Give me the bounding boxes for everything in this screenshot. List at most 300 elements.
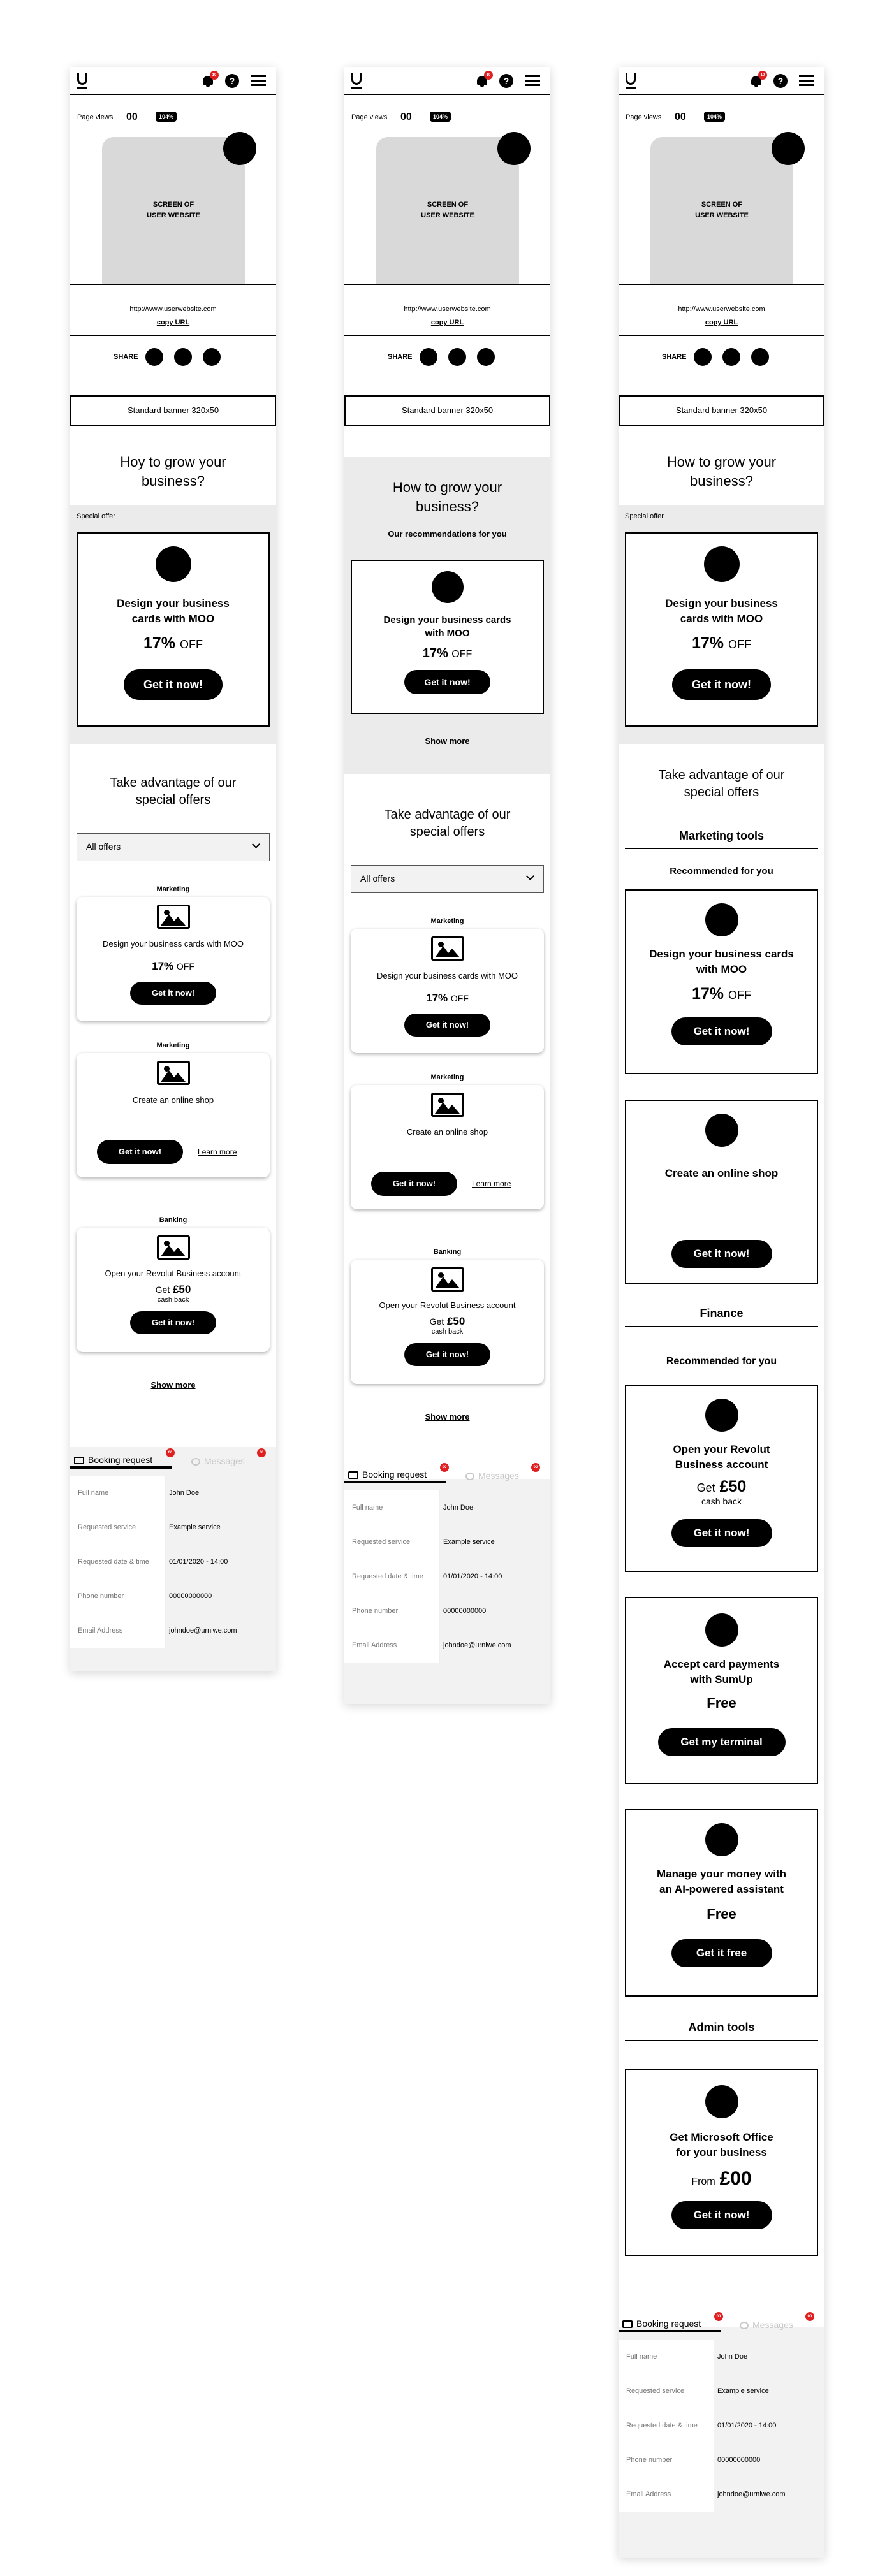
active-tab-indicator [619, 2330, 721, 2332]
booking-value: 01/01/2020 - 14:00 [440, 1559, 550, 1594]
offer-title [78, 596, 268, 627]
booking-key: Email Address [344, 1628, 440, 1663]
finance-heading: Finance [700, 1307, 744, 1320]
get-it-now-button[interactable]: Get it now! [671, 1017, 772, 1045]
tab-messages-label: Messages [478, 1471, 519, 1481]
offer-title-line-2: with SumUp [690, 1673, 753, 1685]
offer-note: cash back [701, 1495, 742, 1506]
copy-url-link[interactable]: copy URL [430, 319, 464, 326]
tab-badge: 00 [166, 1448, 175, 1457]
booking-details [619, 2340, 824, 2512]
get-it-now-button[interactable]: Get it now! [404, 1343, 490, 1366]
copy-url-link[interactable]: copy URL [705, 319, 738, 326]
divider [625, 848, 818, 849]
grow-line-1: How to grow your [666, 454, 777, 470]
offer-title [352, 613, 543, 640]
offer-amount: £00 [719, 2167, 752, 2189]
share-label: SHARE [114, 353, 138, 361]
offer-card-revolut [625, 1385, 818, 1572]
offer-off: OFF [728, 988, 751, 1001]
learn-more-link[interactable]: Learn more [198, 1147, 237, 1156]
grow-heading [70, 453, 276, 490]
booking-details [344, 1490, 550, 1663]
divider [619, 335, 824, 336]
preview-line-1: SCREEN OF [427, 201, 469, 208]
offer-percent: 17% [152, 960, 174, 972]
booking-value: John Doe [440, 1490, 550, 1525]
tab-badge: 00 [714, 2312, 723, 2321]
chat-icon [740, 2322, 749, 2329]
offer-text: Design your business cards with MOO [376, 971, 518, 980]
avatar [223, 132, 256, 165]
booking-value: johndoe@urniwe.com [440, 1628, 550, 1663]
offer-title-line-2: with MOO [425, 628, 470, 639]
recommended-label: Recommended for you [666, 1356, 777, 1367]
show-more-link[interactable]: Show more [150, 1380, 196, 1390]
share-icon[interactable] [203, 348, 221, 366]
divider [344, 284, 550, 285]
booking-value: johndoe@urniwe.com [166, 1613, 276, 1648]
offer-logo [705, 1823, 738, 1856]
page-views-label[interactable]: Page views [626, 113, 662, 121]
offer-off: OFF [180, 637, 203, 651]
offer-title [626, 1657, 817, 1687]
offers-title-line-2: special offers [684, 785, 759, 799]
get-it-now-button[interactable]: Get it now! [671, 1240, 772, 1268]
booking-details [70, 1476, 276, 1648]
mobile-screen-1 [70, 67, 276, 1671]
grow-line-1: How to grow your [392, 479, 502, 495]
get-it-now-button[interactable]: Get it now! [124, 669, 223, 700]
booking-row [344, 1628, 550, 1663]
get-it-now-button[interactable]: Get it now! [404, 1014, 490, 1037]
notification-badge: 10 [758, 71, 767, 80]
booking-tabs [619, 2311, 824, 2336]
category-label: Marketing [430, 1073, 464, 1081]
offer-card-microsoft-office [625, 2069, 818, 2256]
offers-filter-select[interactable] [77, 833, 270, 861]
share-icon[interactable] [448, 348, 466, 366]
logo[interactable] [626, 73, 636, 85]
standard-banner[interactable]: Standard banner 320x50 [344, 395, 550, 426]
offers-heading [70, 775, 276, 809]
copy-url-link[interactable]: copy URL [156, 319, 190, 326]
booking-row [619, 2340, 824, 2374]
tab-messages[interactable] [191, 1456, 245, 1466]
website-preview [376, 137, 519, 284]
offer-title [626, 596, 817, 627]
offer-title-line-1: Manage your money with [656, 1868, 787, 1880]
booking-key: Requested date & time [70, 1545, 166, 1579]
offer-text: Open your Revolut Business account [379, 1300, 516, 1310]
get-it-now-button[interactable]: Get it now! [671, 2201, 772, 2229]
tab-booking-label: Booking request [362, 1469, 427, 1480]
offer-title-line-1: Design your business [117, 597, 230, 609]
booking-value: Example service [714, 2374, 824, 2408]
offer-logo [705, 1114, 738, 1147]
booking-row [344, 1559, 550, 1594]
top-bar [619, 67, 824, 95]
offer-title-line-1: Design your business cards [649, 948, 794, 960]
offer-discount [352, 646, 543, 661]
page-views-value: 00 [400, 112, 412, 122]
offer-title-line-2: for your business [676, 2146, 767, 2158]
share-label: SHARE [662, 353, 687, 361]
calendar-icon [348, 1471, 358, 1479]
offer-title-line-1: Get Microsoft Office [670, 2131, 773, 2143]
offer-title-line-2: cards with MOO [131, 612, 215, 625]
help-icon[interactable]: ? [225, 74, 239, 88]
booking-value: 01/01/2020 - 14:00 [166, 1545, 276, 1579]
booking-key: Requested service [70, 1510, 166, 1545]
offer-logo [432, 571, 464, 603]
show-more-link[interactable]: Show more [425, 1412, 470, 1422]
offer-percent: 17% [143, 634, 176, 652]
offer-price [626, 2168, 817, 2190]
page-views-badge: 104% [430, 112, 451, 122]
hamburger-menu-icon[interactable] [251, 75, 266, 86]
offer-card-sumup [625, 1597, 818, 1784]
page-views-badge: 104% [156, 112, 177, 122]
offer-title [626, 2130, 817, 2160]
offer-title [626, 947, 817, 977]
get-it-now-button[interactable]: Get it now! [672, 669, 771, 700]
divider [625, 1326, 818, 1327]
offers-heading [344, 806, 550, 841]
learn-more-link[interactable]: Learn more [472, 1179, 511, 1188]
tab-badge: 00 [805, 2312, 814, 2321]
offer-title-line-2: Business account [675, 1458, 768, 1471]
offers-filter-select[interactable] [351, 865, 544, 893]
logo[interactable] [351, 73, 362, 85]
booking-row [619, 2477, 824, 2512]
page-views-value: 00 [126, 112, 138, 122]
offer-discount [78, 634, 268, 653]
admin-tools-heading: Admin tools [688, 2021, 755, 2034]
recommendations-label: Our recommendations for you [388, 529, 507, 539]
offers-title-line-1: Take advantage of our [384, 808, 511, 822]
booking-tabs [344, 1462, 550, 1487]
offer-text: Design your business cards with MOO [102, 939, 244, 949]
top-bar [70, 67, 276, 95]
offer-note: cash back [157, 1296, 189, 1304]
share-icon[interactable] [145, 348, 163, 366]
booking-tabs [70, 1447, 276, 1473]
offer-text: Create an online shop [406, 1127, 488, 1137]
preview-line-2: USER WEBSITE [695, 211, 749, 219]
booking-key: Requested date & time [619, 2408, 714, 2443]
get-it-now-button[interactable]: Get it now! [130, 1311, 216, 1334]
get-it-now-button[interactable]: Get it now! [130, 982, 216, 1005]
grow-line-2: business? [415, 498, 480, 514]
offer-logo [705, 1399, 738, 1432]
get-my-terminal-button[interactable]: Get my terminal [658, 1728, 786, 1756]
tab-messages[interactable] [740, 2320, 793, 2330]
booking-value: John Doe [714, 2340, 824, 2374]
offer-off: OFF [728, 637, 751, 651]
website-url: http://www.userwebsite.com [678, 305, 765, 313]
offers-filter-value: All offers [86, 841, 121, 852]
offer-card-shop [625, 1100, 818, 1284]
offer-logo [705, 1613, 738, 1647]
offer-discount [626, 634, 817, 653]
hamburger-menu-icon[interactable] [799, 75, 814, 86]
booking-row [70, 1510, 276, 1545]
image-icon [431, 1093, 464, 1117]
recommended-offer-card [351, 560, 544, 714]
divider [619, 284, 824, 285]
booking-key: Email Address [70, 1613, 166, 1648]
booking-row [344, 1490, 550, 1525]
image-icon [157, 1061, 190, 1085]
tab-badge: 00 [257, 1448, 266, 1457]
offers-title-line-1: Take advantage of our [110, 776, 237, 790]
mobile-screen-3 [619, 67, 824, 2558]
notifications-bell-icon[interactable] [476, 73, 491, 87]
chevron-down-icon [252, 840, 260, 848]
offer-card-revolut [351, 1260, 544, 1384]
standard-banner[interactable]: Standard banner 320x50 [70, 395, 276, 426]
grow-line-1: Hoy to grow your [120, 454, 226, 470]
grow-line-2: business? [141, 472, 205, 489]
offer-card-moo [625, 889, 818, 1074]
booking-key: Full name [619, 2340, 714, 2374]
website-url: http://www.userwebsite.com [404, 305, 491, 313]
offer-text: Open your Revolut Business account [105, 1269, 242, 1278]
recommended-label: Recommended for you [670, 866, 773, 877]
offer-title-line-2: an AI-powered assistant [659, 1882, 784, 1895]
page-views-value: 00 [675, 112, 686, 122]
offer-card-moo [351, 929, 544, 1053]
special-offer-card [625, 532, 818, 727]
offer-card-ai-assistant [625, 1809, 818, 1997]
booking-value: 00000000000 [714, 2443, 824, 2477]
get-it-now-label: Get it now! [392, 1179, 436, 1188]
booking-value: johndoe@urniwe.com [714, 2477, 824, 2512]
share-icon[interactable] [694, 348, 712, 366]
booking-value: Example service [440, 1525, 550, 1559]
offer-amount: £50 [446, 1315, 465, 1327]
booking-key: Requested service [344, 1525, 440, 1559]
offer-get: Get [696, 1481, 715, 1494]
offer-price: Free [707, 1694, 736, 1711]
notifications-bell-icon[interactable] [202, 73, 217, 87]
booking-row [70, 1476, 276, 1510]
booking-key: Phone number [70, 1579, 166, 1613]
offer-amount: £50 [719, 1477, 747, 1495]
booking-row [344, 1594, 550, 1628]
calendar-icon [74, 1457, 84, 1464]
get-it-now-button[interactable] [97, 1140, 183, 1164]
tab-booking-request[interactable] [622, 2318, 701, 2329]
booking-row [344, 1525, 550, 1559]
get-it-now-label: Get it now! [118, 1147, 162, 1156]
offer-title [626, 1867, 817, 1897]
booking-row [70, 1613, 276, 1648]
offer-percent: 17% [692, 634, 724, 652]
offer-from: From [691, 2176, 715, 2187]
notifications-bell-icon[interactable] [751, 73, 765, 87]
offer-off: OFF [451, 649, 473, 660]
offer-off: OFF [450, 993, 469, 1003]
offer-logo [704, 546, 740, 582]
grow-line-2: business? [689, 472, 754, 489]
offer-logo [156, 546, 191, 582]
tab-badge: 00 [531, 1463, 540, 1472]
calendar-icon [622, 2320, 633, 2328]
booking-key: Phone number [619, 2443, 714, 2477]
share-icon[interactable] [477, 348, 495, 366]
offers-heading [619, 767, 824, 801]
booking-value: Example service [166, 1510, 276, 1545]
active-tab-indicator [344, 1481, 446, 1483]
offer-percent: 17% [426, 992, 448, 1004]
page-views-badge: 104% [704, 112, 725, 122]
chat-icon [465, 1473, 474, 1480]
offers-title-line-1: Take advantage of our [658, 768, 785, 782]
booking-key: Full name [344, 1490, 440, 1525]
category-label: Banking [159, 1216, 187, 1224]
offer-cashback [351, 1315, 544, 1328]
grow-heading [619, 453, 824, 490]
special-offer-label: Special offer [625, 513, 664, 520]
get-it-now-button[interactable]: Get it now! [671, 1519, 772, 1547]
offer-title-line-1: Design your business [665, 597, 778, 609]
preview-line-2: USER WEBSITE [147, 211, 200, 219]
offer-card-moo [77, 897, 270, 1021]
page-views-label[interactable]: Page views [77, 113, 114, 121]
standard-banner[interactable]: Standard banner 320x50 [619, 395, 824, 426]
mobile-screen-2 [344, 67, 550, 1704]
tab-messages[interactable] [465, 1471, 519, 1481]
image-icon [431, 1267, 464, 1292]
offers-title-line-2: special offers [409, 825, 485, 839]
divider [70, 335, 276, 336]
divider [625, 2040, 818, 2041]
offer-title-line-2: cards with MOO [680, 612, 763, 625]
active-tab-indicator [70, 1466, 172, 1469]
preview-line-1: SCREEN OF [152, 201, 194, 208]
preview-line-2: USER WEBSITE [421, 211, 474, 219]
offer-discount [626, 985, 817, 1003]
booking-row [619, 2443, 824, 2477]
image-icon [157, 905, 190, 929]
image-icon [157, 1235, 190, 1260]
notification-badge: 10 [210, 71, 219, 80]
offer-text: Create an online shop [132, 1095, 214, 1105]
divider [70, 284, 276, 285]
website-preview [102, 137, 245, 284]
booking-row [619, 2374, 824, 2408]
help-icon[interactable]: ? [499, 74, 513, 88]
logo[interactable] [77, 73, 87, 85]
booking-key: Email Address [619, 2477, 714, 2512]
offer-get: Get [155, 1284, 170, 1295]
tab-booking-label: Booking request [636, 2318, 701, 2329]
help-icon[interactable]: ? [773, 74, 788, 88]
booking-value: 01/01/2020 - 14:00 [714, 2408, 824, 2443]
offer-price: Free [707, 1905, 736, 1922]
marketing-tools-heading: Marketing tools [678, 829, 764, 842]
get-it-free-button[interactable]: Get it free [671, 1939, 772, 1967]
offer-title [626, 1442, 817, 1473]
offer-title-line-1: Accept card payments [663, 1658, 780, 1670]
special-offer-card [77, 532, 270, 727]
share-icon[interactable] [722, 348, 740, 366]
website-preview [650, 137, 793, 284]
tab-booking-request[interactable] [74, 1455, 152, 1465]
offer-logo [705, 2085, 738, 2118]
category-label: Banking [433, 1248, 462, 1256]
chat-icon [191, 1458, 200, 1466]
category-label: Marketing [430, 917, 464, 925]
booking-value: 00000000000 [440, 1594, 550, 1628]
tab-messages-label: Messages [204, 1456, 245, 1466]
booking-key: Full name [70, 1476, 166, 1510]
notification-badge: 10 [484, 71, 493, 80]
tab-messages-label: Messages [752, 2320, 793, 2330]
offer-get: Get [429, 1316, 444, 1327]
offer-percent: 17% [692, 984, 724, 1003]
offer-title-line-1: Open your Revolut [673, 1443, 770, 1455]
offer-off: OFF [176, 961, 194, 971]
share-row [619, 348, 824, 367]
offer-discount [77, 960, 270, 973]
share-icon[interactable] [174, 348, 192, 366]
offer-title: Create an online shop [664, 1167, 779, 1179]
share-row [70, 348, 276, 367]
grow-heading [344, 478, 550, 516]
offer-note: cash back [431, 1328, 464, 1335]
offer-cashback [626, 1478, 817, 1496]
tab-booking-request[interactable] [348, 1469, 427, 1480]
preview-line-1: SCREEN OF [701, 201, 743, 208]
offer-card-shop [77, 1053, 270, 1177]
share-icon[interactable] [420, 348, 437, 366]
offer-discount [351, 992, 544, 1005]
show-more-link[interactable]: Show more [425, 736, 470, 746]
avatar [497, 132, 531, 165]
booking-key: Requested service [619, 2374, 714, 2408]
booking-row [70, 1545, 276, 1579]
tab-badge: 00 [440, 1463, 449, 1472]
booking-key: Requested date & time [344, 1559, 440, 1594]
share-row [344, 348, 550, 367]
booking-value: 00000000000 [166, 1579, 276, 1613]
offer-card-shop [351, 1085, 544, 1209]
offer-amount: £50 [172, 1283, 191, 1295]
offer-title-line-2: with MOO [696, 963, 747, 975]
share-icon[interactable] [751, 348, 769, 366]
offers-filter-value: All offers [360, 873, 395, 884]
website-url: http://www.userwebsite.com [129, 305, 217, 313]
booking-value: John Doe [166, 1476, 276, 1510]
offer-logo [705, 903, 738, 936]
chevron-down-icon [526, 872, 534, 880]
top-bar [344, 67, 550, 95]
offer-title-line-1: Design your business cards [383, 615, 511, 625]
booking-key: Phone number [344, 1594, 440, 1628]
special-offer-label: Special offer [77, 513, 115, 520]
get-it-now-button[interactable] [371, 1172, 457, 1196]
offer-percent: 17% [422, 646, 448, 660]
page-views-label[interactable]: Page views [351, 113, 388, 121]
avatar [772, 132, 805, 165]
get-it-now-button[interactable]: Get it now! [404, 670, 490, 694]
image-icon [431, 936, 464, 961]
offer-cashback [77, 1283, 270, 1296]
hamburger-menu-icon[interactable] [525, 75, 540, 86]
